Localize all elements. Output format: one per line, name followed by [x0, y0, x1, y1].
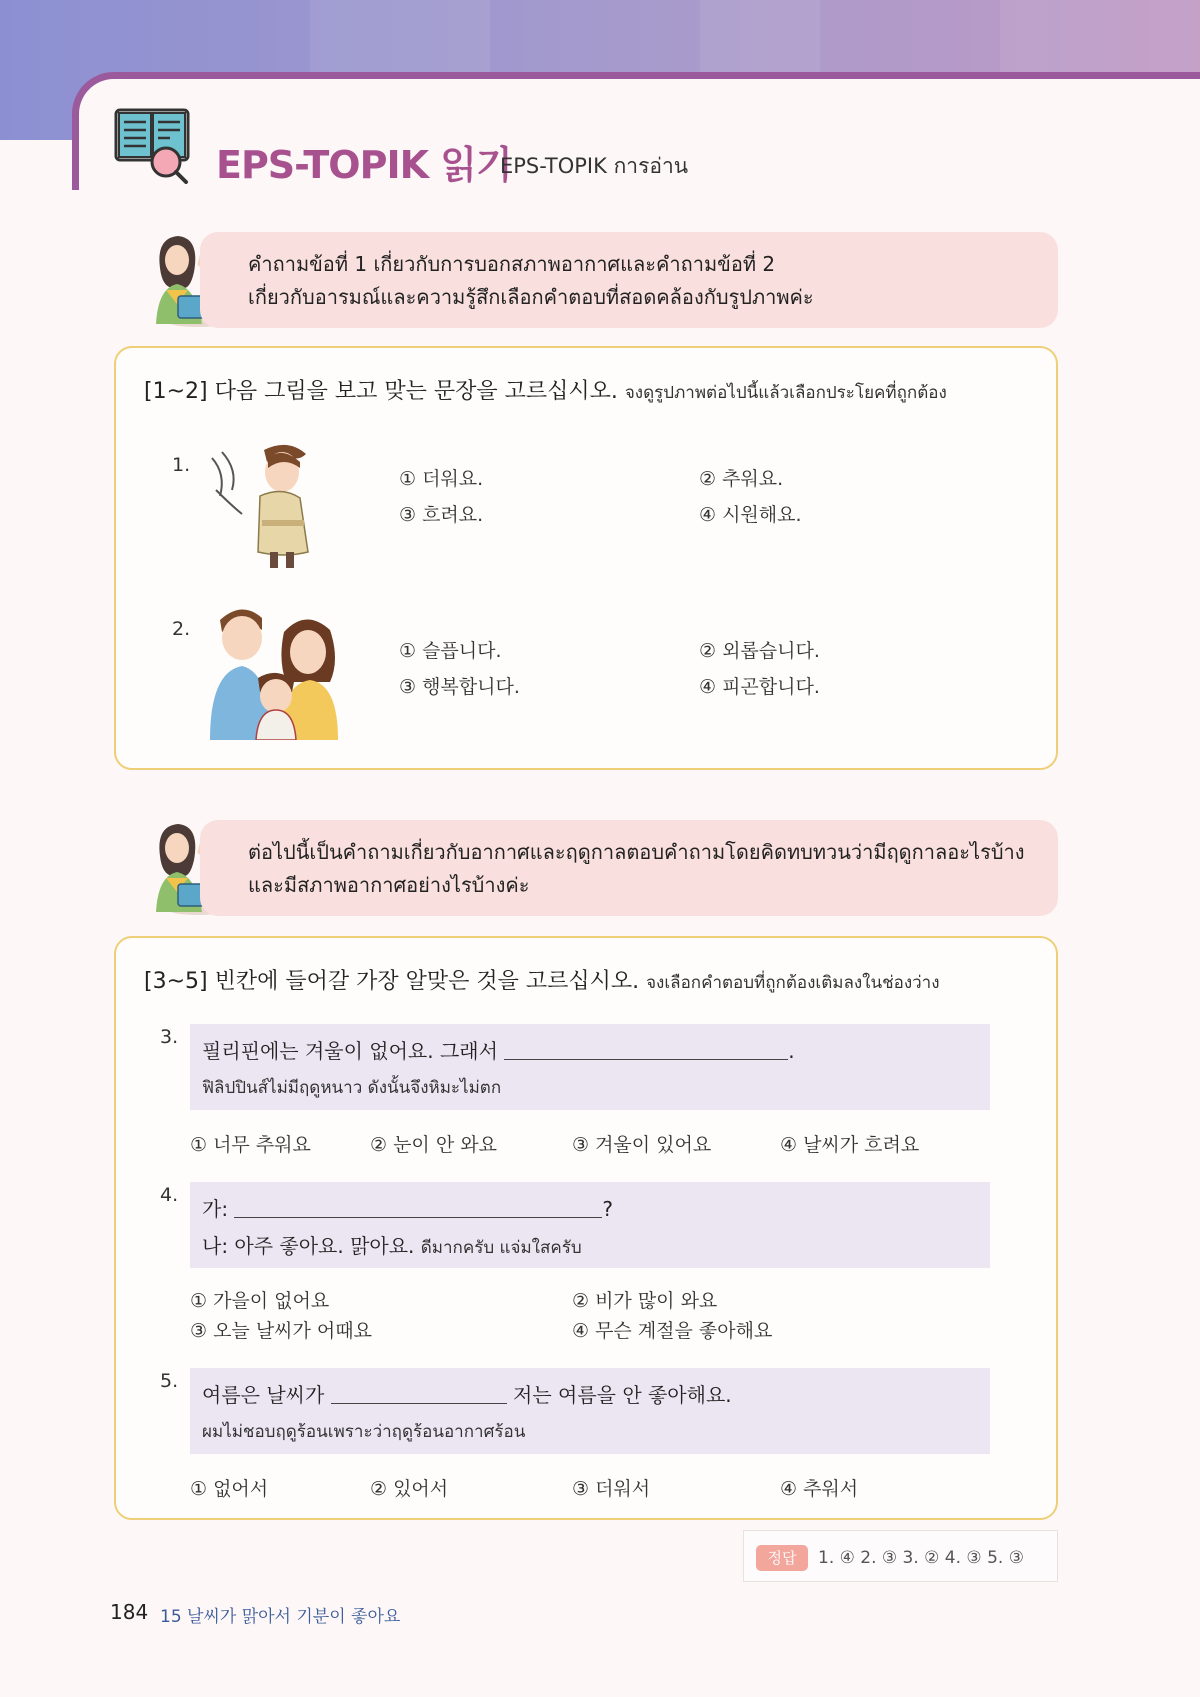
option[interactable]: ② 눈이 안 와요: [370, 1134, 497, 1156]
instruction-bubble-2: [200, 820, 1058, 916]
option[interactable]: ① 가을이 없어요: [190, 1290, 330, 1312]
section-heading: [3~5] 빈칸에 들어갈 가장 알맞은 것을 고르십시오. จงเลือกคำตอบที่ถูกต้องเติมลงในช่องว่าง: [144, 969, 940, 994]
chapter-title: 15 날씨가 맑아서 기분이 좋아요: [160, 1607, 401, 1627]
option[interactable]: ④ 무슨 계절을 좋아해요: [572, 1320, 773, 1342]
page-number: 184: [110, 1600, 149, 1624]
section-heading: [1~2] 다음 그림을 보고 맞는 문장을 고르십시오. จงดูรูปภาพต่อไปนี้แล้วเลือกประโยคที่ถูกต้อง: [144, 379, 947, 404]
question-number: 2.: [172, 618, 191, 640]
question-number: 3.: [160, 1026, 179, 1048]
option[interactable]: ① 너무 추워요: [190, 1134, 311, 1156]
instruction-line: และมีสภาพอากาศอย่างไรบ้างค่ะ: [248, 873, 530, 897]
option[interactable]: ③ 흐려요.: [399, 504, 484, 526]
windy-person-illustration: [208, 440, 328, 572]
question-box-3-5: [114, 936, 1058, 1520]
instruction-line: เกี่ยวกับอารมณ์และความรู้สึกเลือกคำตอบที่สอดคล้องกับรูปภาพค่ะ: [248, 285, 814, 309]
question-number: 5.: [160, 1370, 179, 1392]
option[interactable]: ① 없어서: [190, 1478, 269, 1500]
book-magnifier-icon: [114, 108, 190, 184]
answer-blank: [331, 1382, 507, 1404]
question-stem: 필리핀에는 겨울이 없어요. 그래서 . ฟิลิปปินส์ไม่มีฤดูหนาว ดังนั้นจึงหิมะไม่ตก: [190, 1024, 990, 1110]
page-title: EPS-TOPIK 읽기: [216, 143, 512, 187]
question-number: 1.: [172, 454, 191, 476]
instruction-line: ต่อไปนี้เป็นคำถามเกี่ยวกับอากาศและฤดูกาลตอบคำถามโดยคิดทบทวนว่ามีฤดูกาลอะไรบ้าง: [248, 840, 1025, 864]
option[interactable]: ④ 피곤합니다.: [699, 676, 820, 698]
page-subtitle: EPS-TOPIK การอ่าน: [500, 154, 689, 178]
question-number: 4.: [160, 1184, 179, 1206]
option[interactable]: ③ 더워서: [572, 1478, 651, 1500]
answer-label-badge: 정답: [756, 1545, 808, 1571]
question-box-1-2: [114, 346, 1058, 770]
option[interactable]: ④ 날씨가 흐려요: [780, 1134, 920, 1156]
option[interactable]: ③ 오늘 날씨가 어때요: [190, 1320, 372, 1342]
option[interactable]: ③ 행복합니다.: [399, 676, 520, 698]
option[interactable]: ③ 겨울이 있어요: [572, 1134, 712, 1156]
option[interactable]: ② 비가 많이 와요: [572, 1290, 718, 1312]
option[interactable]: ② 외롭습니다.: [699, 640, 820, 662]
instruction-bubble-1: [200, 232, 1058, 328]
question-stem: 가: ? 나: 아주 좋아요. 맑아요. ดีมากครับ แจ่มใสครับ: [190, 1182, 990, 1268]
option[interactable]: ① 슬픕니다.: [399, 640, 502, 662]
option[interactable]: ② 추워요.: [699, 468, 784, 490]
question-stem: 여름은 날씨가 저는 여름을 안 좋아해요. ผมไม่ชอบฤดูร้อนเพราะว่าฤดูร้อนอากาศร้อน: [190, 1368, 990, 1454]
option[interactable]: ① 더워요.: [399, 468, 484, 490]
option[interactable]: ② 있어서: [370, 1478, 449, 1500]
answer-text: 1. ④ 2. ③ 3. ② 4. ③ 5. ③: [818, 1548, 1024, 1568]
happy-family-illustration: [206, 600, 356, 740]
answer-key: [743, 1530, 1058, 1582]
option[interactable]: ④ 추워서: [780, 1478, 859, 1500]
answer-blank: [234, 1196, 602, 1218]
answer-blank: [504, 1038, 788, 1060]
option[interactable]: ④ 시원해요.: [699, 504, 802, 526]
instruction-line: คำถามข้อที่ 1 เกี่ยวกับการบอกสภาพอากาศและคำถามข้อที่ 2: [248, 252, 776, 276]
